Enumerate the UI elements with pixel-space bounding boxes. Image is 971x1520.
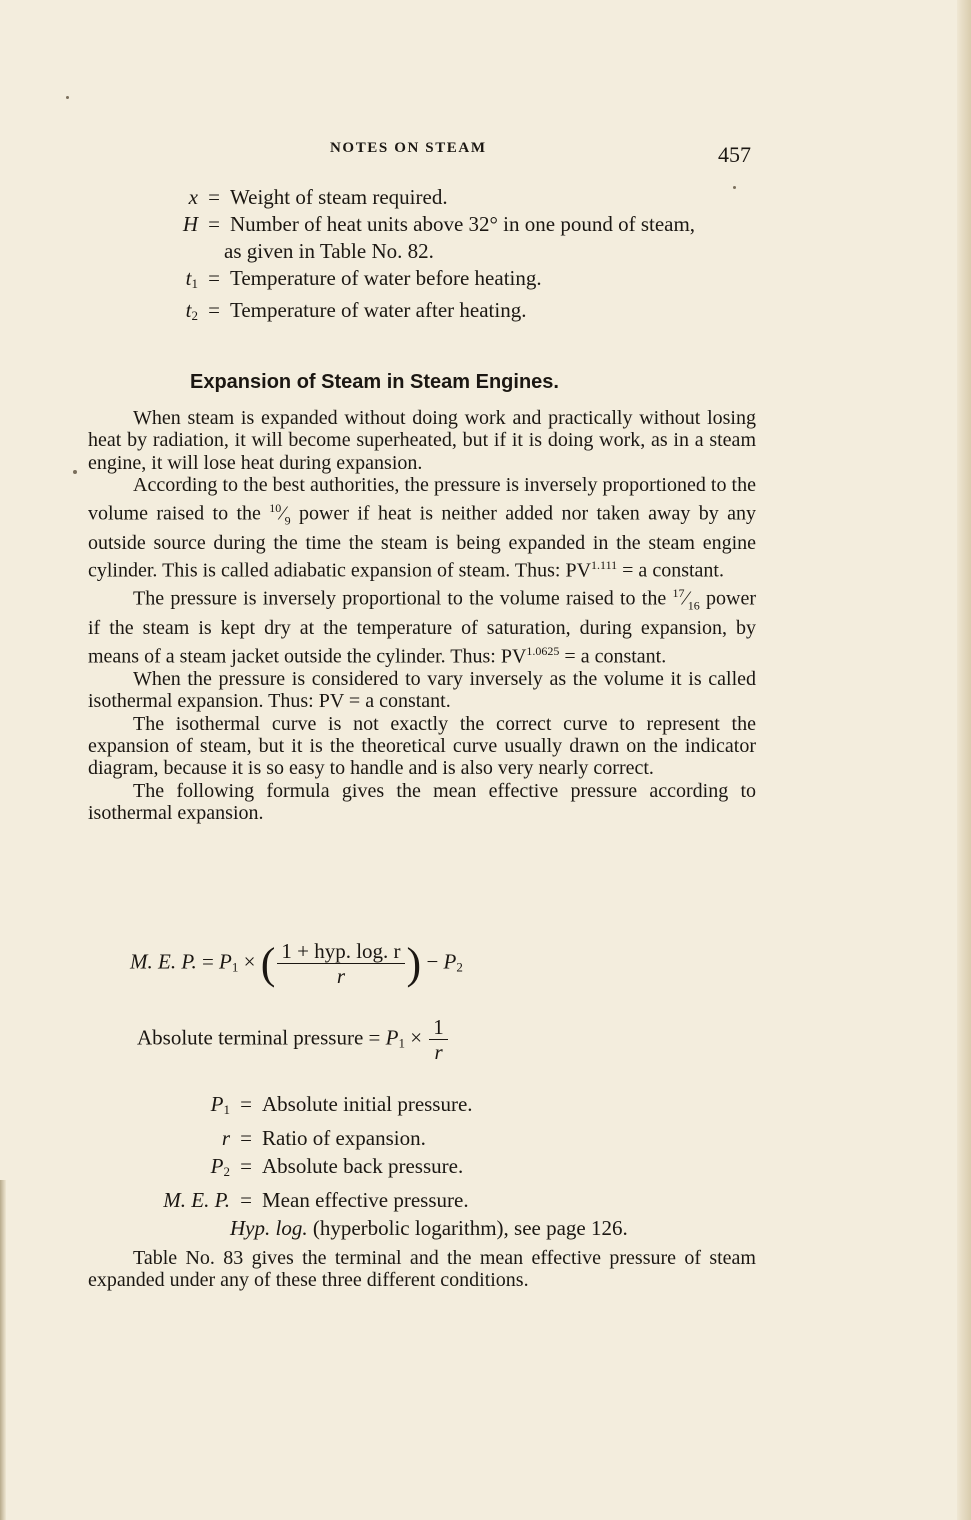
mep-formula: M. E. P. = $P_1$ × ( $\frac{\text{1 + hyp. log. r}}{r}$ ) − $P_2$: [130, 939, 463, 988]
variable-row: M. E. P. = Mean effective pressure.: [163, 1188, 469, 1212]
definition-row: H = Number of heat units above 32° in one pound of steam,: [140, 211, 695, 238]
page-number: 457: [718, 142, 751, 167]
definition-symbol: x: [188, 185, 198, 209]
paragraph-curve: The isothermal curve is not exactly the correct curve to represent the expansion of steam, but it is the theoretical curve usually drawn on the indicator diagram, because it is so easy to handle and is also very nearly correct.: [88, 712, 756, 780]
variable-row: $P_1$ = Absolute initial pressure.: [210, 1092, 473, 1117]
definitions-list: [140, 184, 695, 329]
variable-row: r = Ratio of expansion.: [221, 1126, 426, 1150]
paragraph-formula-intro: The following formula gives the mean effective pressure according to isothermal expansion.: [88, 779, 756, 825]
paragraph-isothermal: When the pressure is considered to vary inversely as the volume it is called isothermal expansion. Thus: PV = a constant.: [88, 667, 756, 713]
paragraph-adiabatic: According to the best authorities, the pressure is inversely proportioned to the volume raised to the $^{10}⁄_9$ power if heat is neither added nor taken away by any outside source during the time the steam is being expanded in the steam engine cylinder. This is called adiabatic expansion of steam. Thus: $PV^{1.111} = a$ constant.: [88, 474, 757, 582]
page-edge-right: [957, 0, 971, 1520]
body-text: [88, 407, 756, 825]
definition-text: Temperature of water after heating.: [230, 298, 527, 322]
definition-row: $t_2$ = Temperature of water after heating.: [140, 297, 695, 329]
paragraph-jacketed: The pressure is inversely proportional to the volume raised to the $^{17}⁄_{16}$ power if the steam is kept dry at the temperature of saturation, during expansion, by means of a steam jacket outside the cylinder. Thus: $PV^{1.0625} = a$ constant.: [88, 586, 757, 668]
definition-row: x = Weight of steam required.: [140, 184, 695, 211]
hyp-log-note: Hyp. log. (hyperbolic logarithm), see page 126.: [230, 1216, 628, 1240]
running-title: NOTES ON STEAM: [330, 140, 487, 156]
definition-symbol: $t_2$: [185, 298, 198, 323]
terminal-fraction: $\frac{1}{r}$: [429, 1015, 448, 1064]
section-title: Expansion of Steam in Steam Engines.: [190, 371, 559, 393]
mep-fraction: $\frac{\text{1 + hyp. log. r}}{r}$: [277, 939, 404, 988]
definition-symbol: $t_1$: [185, 266, 198, 291]
speck: [73, 470, 77, 474]
definition-text: Temperature of water before heating.: [230, 266, 542, 290]
terminal-pressure-formula: Absolute terminal pressure = $P_1$ × $\frac{1}{r}$: [137, 1015, 450, 1064]
closing-text: [88, 1247, 756, 1292]
definition-text: Weight of steam required.: [230, 185, 448, 209]
speck: [66, 96, 69, 99]
definition-symbol: H: [182, 212, 198, 236]
paragraph-superheat: When steam is expanded without doing work and practically without losing heat by radiation, it will become superheated, but if it is doing work, as in a steam engine, it will lose heat during expansion.: [88, 407, 756, 474]
paragraph-table-reference: Table No. 83 gives the terminal and the mean effective pressure of steam expanded under any of these three different conditions.: [88, 1247, 756, 1292]
definition-row: $t_1$ = Temperature of water before heating.: [140, 265, 695, 297]
definition-continuation: as given in Table No. 82.: [224, 239, 434, 263]
variable-row: $P_2$ = Absolute back pressure.: [210, 1154, 464, 1179]
page-edge-left: [0, 1180, 6, 1520]
variables-list: [130, 1090, 628, 1242]
speck: [733, 186, 736, 189]
definition-text: Number of heat units above 32° in one pound of steam,: [230, 212, 696, 236]
